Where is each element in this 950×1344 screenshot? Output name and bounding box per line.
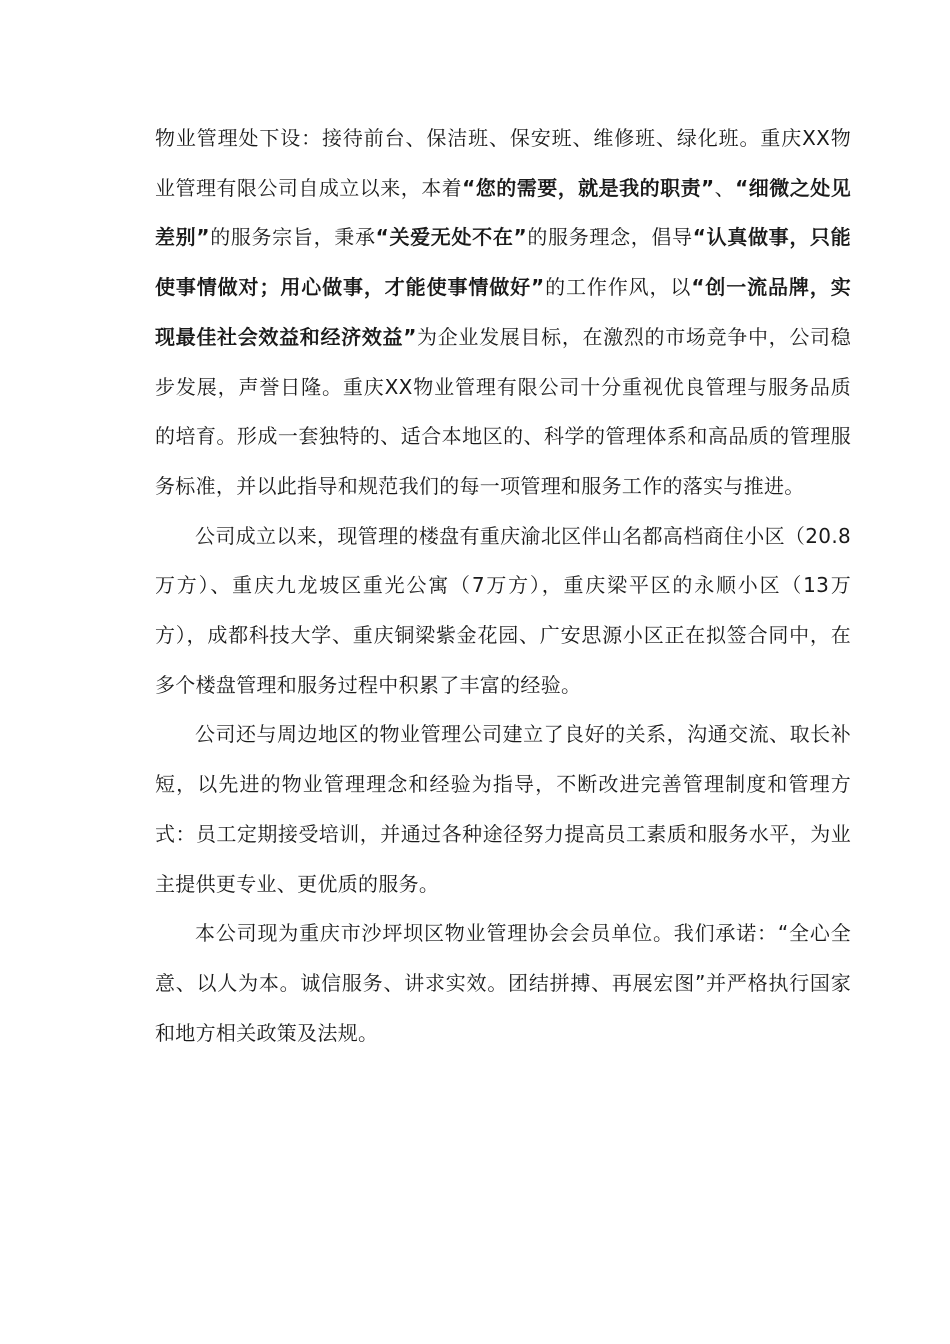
text-segment-bold: “创一流品牌，实现最佳社会效益和经济效益”	[155, 275, 851, 349]
text-segment: 公司还与周边地区的物业管理公司建立了良好的关系，沟通交流、取长补短，以先进的物业管理理念和经验为指导，不断改进完善管理制度和管理方式：员工定期接受培训，并通过各种途径努力提高员工素质和服务水平，为业主提供更专业、更优质的服务。	[155, 722, 851, 896]
text-segment: 、	[714, 175, 736, 200]
paragraph-4	[155, 909, 851, 1058]
document-body	[155, 114, 851, 1058]
text-segment: 为企业发展目标，在激烈的市场竞争中，公司稳步发展，声誉日隆。重庆XX物业管理有限公司十分重视优良管理与服务品质的培育。形成一套独特的、适合本地区的、科学的管理体系和高品质的管理服务标准，并以此指导和规范我们的每一项管理和服务工作的落实与推进。	[155, 324, 851, 498]
text-segment: 公司成立以来，现管理的楼盘有重庆渝北区伴山名都高档商住小区（20.8万方）、重庆九龙坡区重光公寓（7万方），重庆梁平区的永顺小区（13万方），成都科技大学、重庆铜梁紫金花园、广安思源小区正在拟签合同中，在多个楼盘管理和服务过程中积累了丰富的经验。	[155, 523, 851, 697]
text-segment: 的工作作风，以	[544, 275, 692, 300]
text-segment: 的服务宗旨，秉承	[209, 225, 376, 250]
text-segment-bold: “关爱无处不在”	[375, 225, 527, 250]
text-segment: 物业管理处下设：接待前台、保洁班、保安班、维修班、绿化班。重庆XX物业管理有限公司自成立以来，本着	[155, 126, 851, 200]
text-segment-bold: “您的需要，就是我的职责”	[462, 175, 715, 200]
text-segment-bold: “认真做事，只能使事情做对；用心做事，才能使事情做好”	[155, 225, 851, 300]
paragraph-3	[155, 710, 851, 909]
text-segment: 本公司现为重庆市沙坪坝区物业管理协会会员单位。我们承诺：“全心全意、以人为本。诚信服务、讲求实效。团结拼搏、再展宏图”并严格执行国家和地方相关政策及法规。	[155, 921, 851, 1045]
text-segment: 的服务理念，倡导	[526, 225, 693, 250]
paragraph-1	[155, 114, 851, 512]
paragraph-2	[155, 512, 851, 711]
text-segment-bold: “细微之处见差别”	[155, 175, 851, 250]
